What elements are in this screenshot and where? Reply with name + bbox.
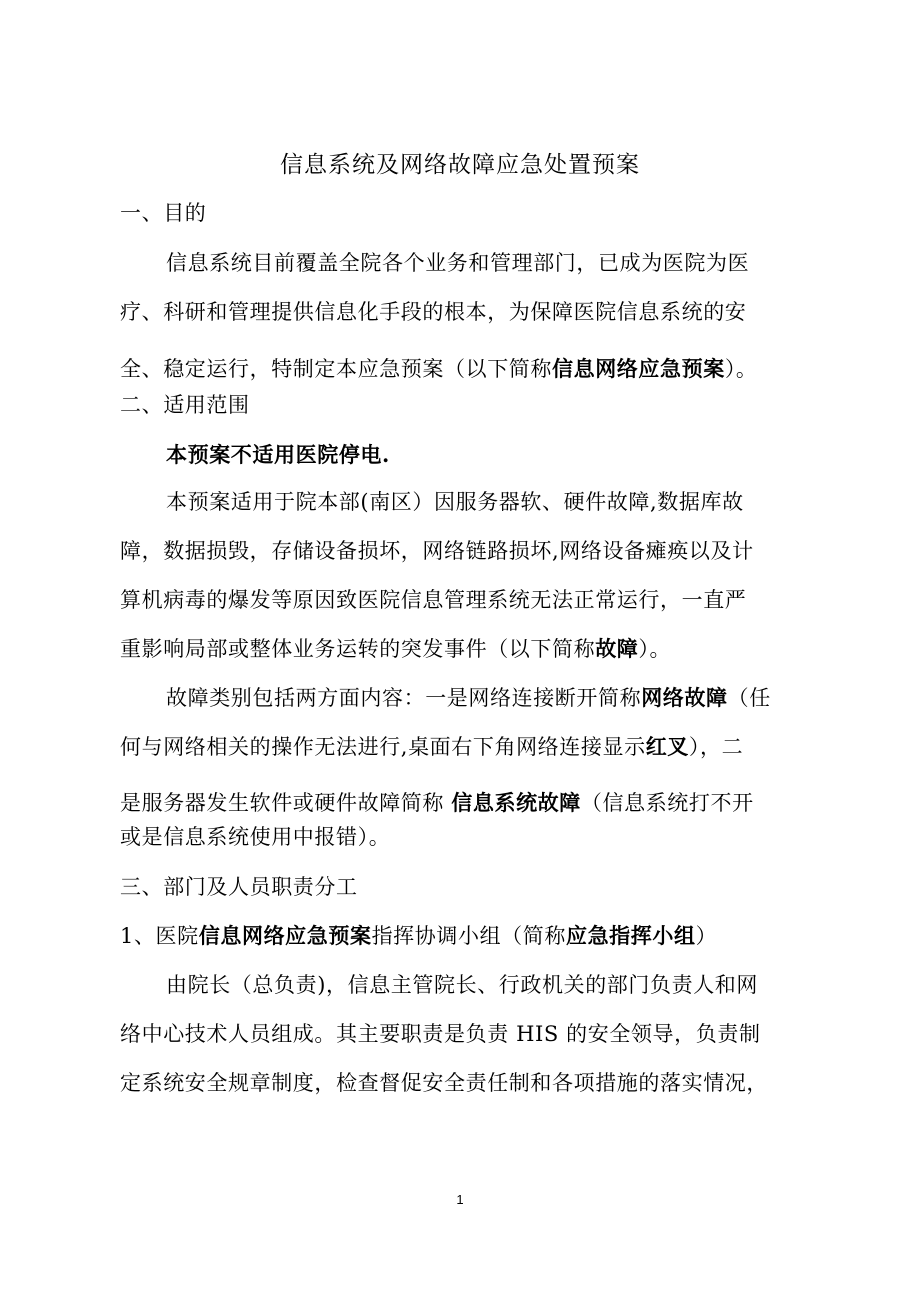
text-run: ） [695, 924, 718, 948]
page-number: 1 [456, 1192, 464, 1207]
bold-term: 红叉 [645, 734, 689, 759]
paragraph-line [166, 683, 810, 713]
paragraph-line: 障，数据损毁，存储设备损坏，网络链路损坏,网络设备瘫痪以及计 [120, 539, 754, 563]
text-run: （信息系统打不开 [580, 791, 754, 815]
text-run: ）。 [638, 637, 672, 661]
paragraph-line [120, 634, 810, 664]
section-heading-responsibilities: 三、部门及人员职责分工 [120, 875, 358, 899]
paragraph-line [120, 354, 810, 384]
bold-term: 信息系统故障 [451, 790, 581, 815]
paragraph-line [120, 788, 810, 818]
section-heading-purpose: 一、目的 [120, 201, 207, 225]
bold-term: 信息网络应急预案 [552, 356, 725, 381]
text-run: 1、医院 [120, 924, 199, 948]
text-run: （任 [727, 686, 771, 710]
paragraph-line: 疗、科研和管理提供信息化手段的根本，为保障医院信息系统的安 [120, 300, 747, 324]
text-run: 指挥协调小组（简称 [371, 924, 566, 948]
subsection-heading [120, 921, 810, 951]
paragraph-line: 定系统安全规章制度，检查督促安全责任制和各项措施的落实情况， [120, 1071, 768, 1095]
bold-term: 信息网络应急预案 [198, 923, 372, 948]
text-run: ）。 [724, 357, 758, 381]
bold-term: 应急指挥小组 [565, 923, 696, 948]
text-run: 全、稳定运行，特制定本应急预案（以下简称 [120, 357, 552, 381]
paragraph-line: 络中心技术人员组成。其主要职责是负责 HIS 的安全领导，负责制 [120, 1022, 761, 1046]
paragraph-line [120, 732, 810, 762]
paragraph-line: 由院长（总负责)，信息主管院长、行政机关的部门负责人和网 [166, 973, 758, 997]
text-run: 故障类别包括两方面内容：一是网络连接断开简称 [166, 686, 642, 710]
scope-note [166, 440, 810, 470]
section-heading-scope: 二、适用范围 [120, 393, 250, 417]
text-run: 何与网络相关的操作无法进行,桌面右下角网络连接显示 [120, 735, 646, 759]
paragraph-line: 本预案适用于院本部(南区）因服务器软、硬件故障,数据库故 [166, 490, 744, 514]
bold-note: 本预案不适用医院停电. [166, 442, 390, 467]
text-run: ），二 [688, 735, 744, 759]
text-run: 是服务器发生软件或硬件故障简称 [120, 791, 452, 815]
text-run: 重影响局部或整体业务运转的突发事件（以下简称 [120, 637, 596, 661]
paragraph-line: 或是信息系统使用中报错）。 [120, 825, 391, 849]
paragraph-line: 信息系统目前覆盖全院各个业务和管理部门，已成为医院为医 [166, 251, 750, 275]
paragraph-line: 算机病毒的爆发等原因致医院信息管理系统无法正常运行，一直严 [120, 588, 747, 612]
document-title: 信息系统及网络故障应急处置预案 [280, 152, 640, 178]
bold-term: 网络故障 [641, 685, 728, 710]
bold-term: 故障 [595, 636, 639, 661]
